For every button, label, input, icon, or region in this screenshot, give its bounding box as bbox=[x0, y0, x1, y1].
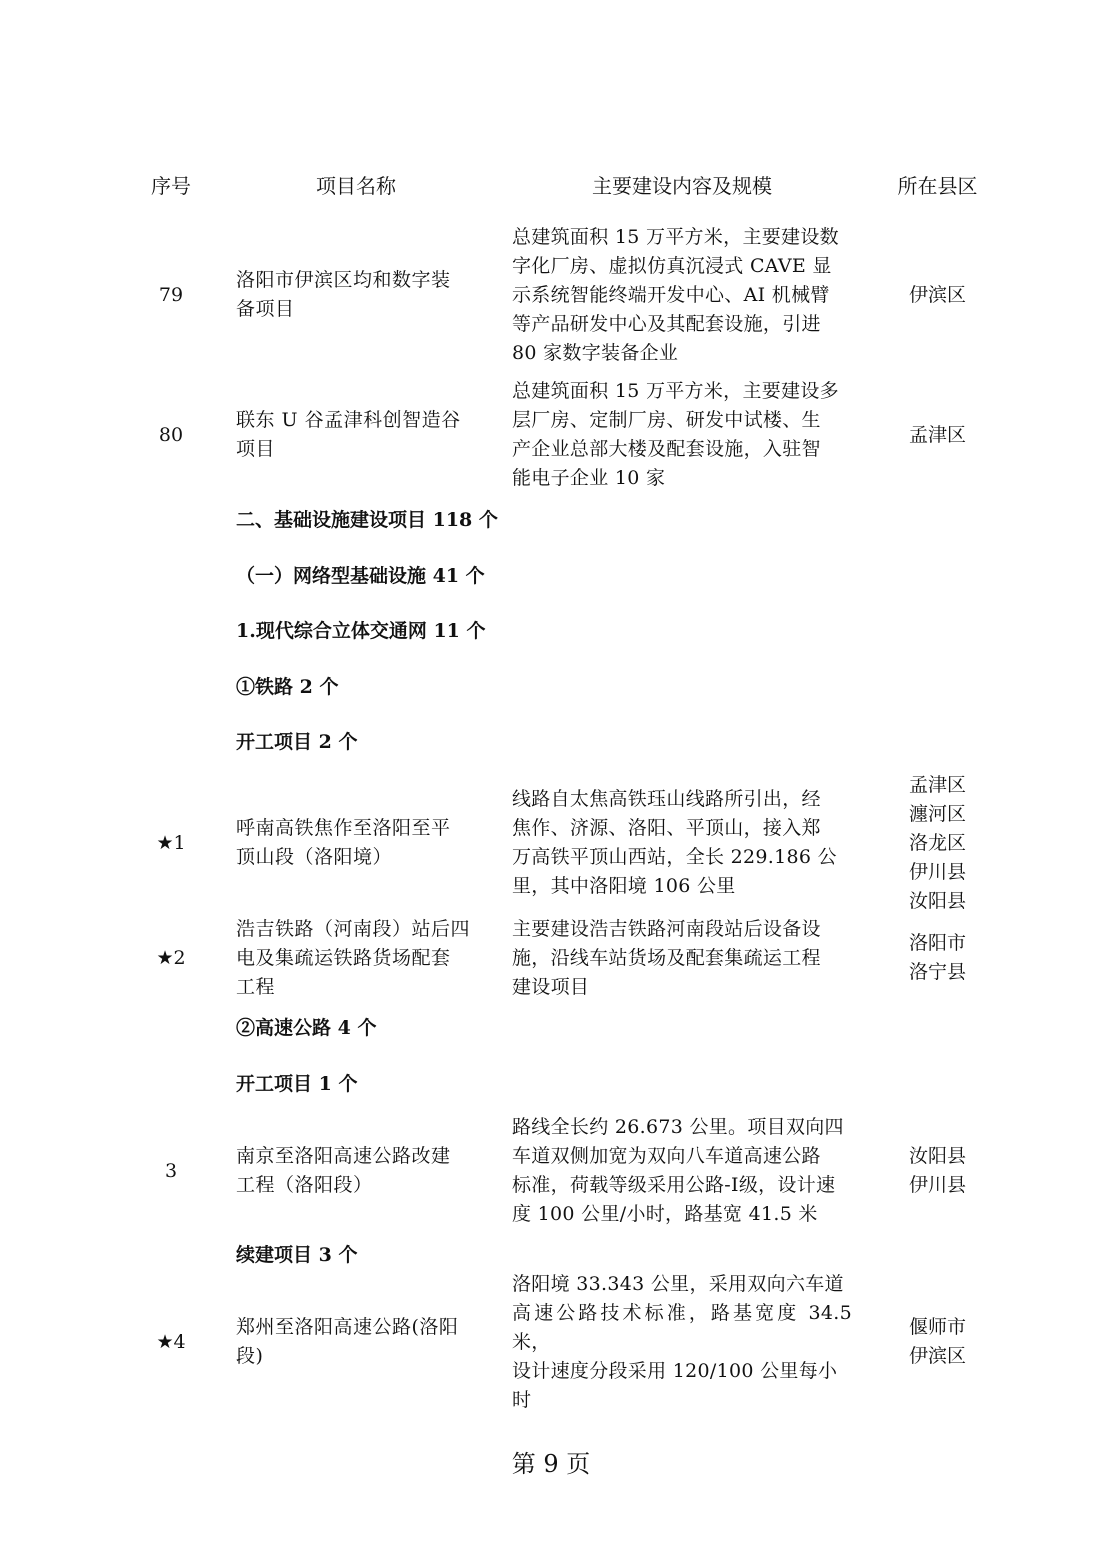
project-area: 伊滨区 bbox=[908, 283, 966, 306]
project-content: 路线全长约 26.673 公里。项目双向四 车道双侧加宽为双向八车道高速公路 标准，荷载等级采用公路-I级，设计速 度 100 公里/小时，路基宽 41.5 米 bbox=[512, 1116, 844, 1225]
header-content: 主要建设内容及规模 bbox=[592, 174, 772, 198]
project-area: 孟津区 bbox=[908, 423, 966, 446]
section-heading: ②高速公路 4 个 bbox=[236, 1017, 377, 1039]
section-heading: 续建项目 3 个 bbox=[236, 1244, 358, 1266]
row-number: ★2 bbox=[156, 947, 186, 969]
project-name: 郑州至洛阳高速公路(洛阳 段) bbox=[236, 1316, 459, 1367]
header-no: 序号 bbox=[151, 174, 191, 198]
section-heading: （一）网络型基础设施 41 个 bbox=[236, 565, 485, 587]
section-heading: 二、基础设施建设项目 118 个 bbox=[236, 509, 498, 531]
row-number: 79 bbox=[158, 284, 184, 306]
project-area: 洛阳市 洛宁县 bbox=[908, 932, 966, 983]
section-heading: ①铁路 2 个 bbox=[236, 676, 339, 698]
section-heading: 开工项目 2 个 bbox=[236, 731, 358, 753]
table-row bbox=[140, 222, 1000, 368]
table-row bbox=[140, 770, 1000, 916]
project-area: 偃师市 伊滨区 bbox=[908, 1316, 966, 1367]
project-area: 孟津区 瀍河区 洛龙区 伊川县 汝阳县 bbox=[908, 773, 966, 912]
table-row bbox=[140, 1112, 1000, 1230]
project-name: 浩吉铁路（河南段）站后四 电及集疏运铁路货场配套 工程 bbox=[236, 917, 471, 998]
project-area: 汝阳县 伊川县 bbox=[908, 1145, 966, 1196]
header-area: 所在县区 bbox=[897, 174, 978, 198]
table-row bbox=[140, 1272, 1000, 1411]
section-heading: 开工项目 1 个 bbox=[236, 1073, 358, 1095]
project-content: 线路自太焦高铁珏山线路所引出，经 焦作、济源、洛阳、平顶山，接入郑 万高铁平顶山西站，全长 229.186 公 里，其中洛阳境 106 公里 bbox=[512, 788, 837, 897]
project-content: 洛阳境 33.343 公里，采用双向六车道 高速公路技术标准，路基宽度 34.5 米， 设计速度分段采用 120/100 公里每小 时 bbox=[512, 1272, 852, 1411]
page-number: 第 9 页 bbox=[511, 1450, 591, 1478]
row-number: ★4 bbox=[156, 1331, 186, 1353]
project-content: 总建筑面积 15 万平方米，主要建设数 字化厂房、虚拟仿真沉浸式 CAVE 显 示系统智能终端开发中心、AI 机械臂 等产品研发中心及其配套设施，引进 80 家数字装备企业 bbox=[512, 225, 839, 364]
section-heading: 1.现代综合立体交通网 11 个 bbox=[236, 620, 486, 642]
row-number: 3 bbox=[164, 1160, 178, 1182]
row-number: 80 bbox=[158, 424, 184, 446]
row-number: ★1 bbox=[156, 832, 186, 854]
project-name: 洛阳市伊滨区均和数字装 备项目 bbox=[236, 269, 451, 320]
header-name: 项目名称 bbox=[316, 174, 396, 198]
project-content: 主要建设浩吉铁路河南段站后设备设 施，沿线车站货场及配套集疏运工程 建设项目 bbox=[512, 917, 821, 998]
project-name: 呼南高铁焦作至洛阳至平 顶山段（洛阳境） bbox=[236, 817, 451, 868]
table-row bbox=[140, 376, 1000, 494]
table-row bbox=[140, 914, 1000, 1002]
project-name: 联东 U 谷孟津科创智造谷 项目 bbox=[236, 409, 461, 460]
project-content: 总建筑面积 15 万平方米，主要建设多 层厂房、定制厂房、研发中试楼、生 产企业总部大楼及配套设施，入驻智 能电子企业 10 家 bbox=[512, 380, 839, 489]
project-name: 南京至洛阳高速公路改建 工程（洛阳段） bbox=[236, 1145, 451, 1196]
